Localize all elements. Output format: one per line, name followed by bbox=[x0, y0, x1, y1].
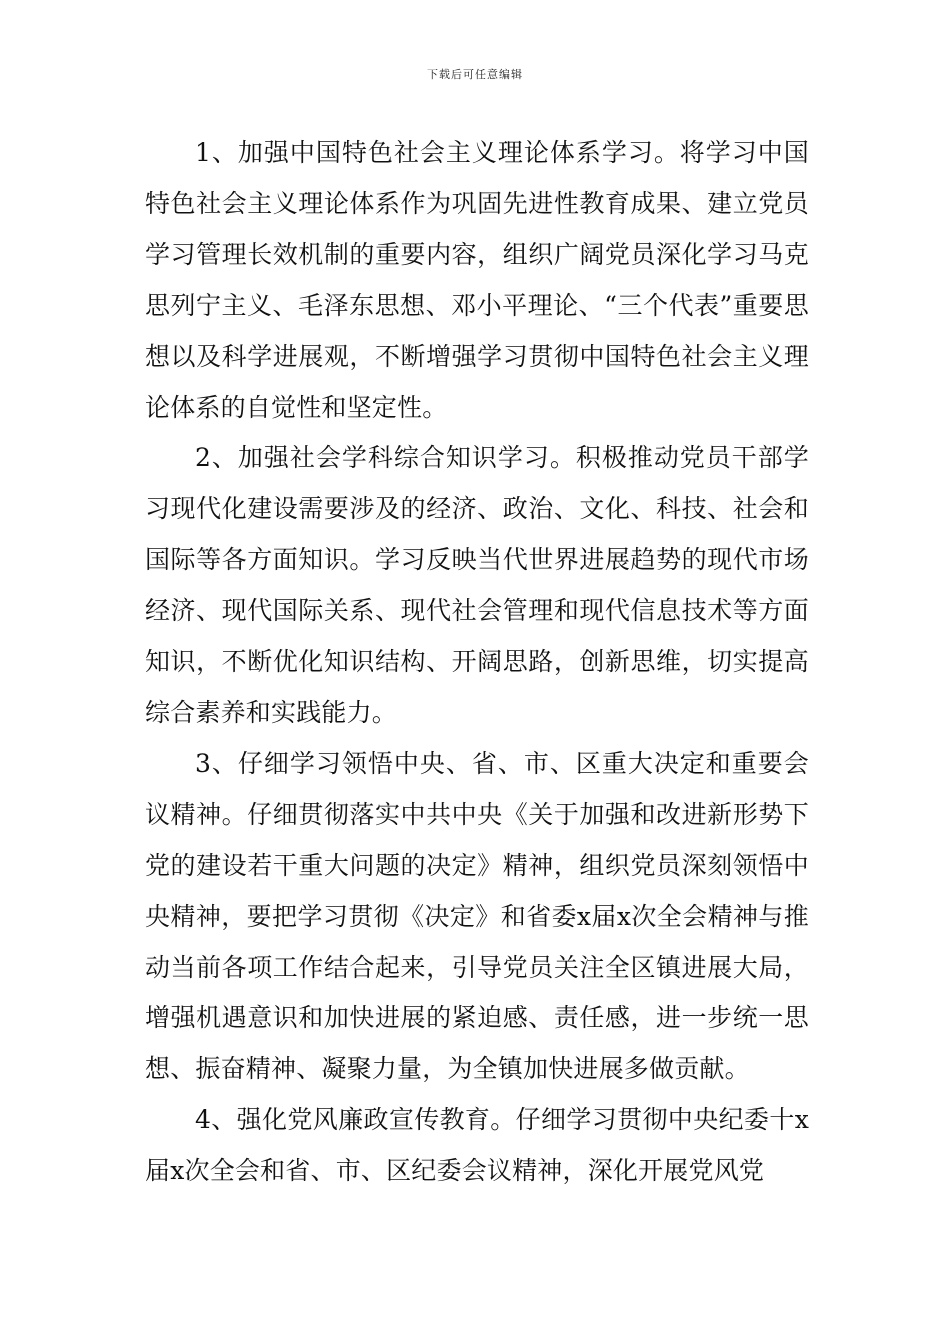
paragraph-1: 1、加强中国特色社会主义理论体系学习。将学习中国特色社会主义理论体系作为巩固先进性教育成果、建立党员学习管理长效机制的重要内容，组织广阔党员深化学习马克思列宁主义、毛泽东思想、邓小平理论、“三个代表”重要思想以及科学进展观，不断增强学习贯彻中国特色社会主义理论体系的自觉性和坚定性。 bbox=[145, 138, 809, 422]
paragraph-2: 2、加强社会学科综合知识学习。积极推动党员干部学习现代化建设需要涉及的经济、政治、文化、科技、社会和国际等各方面知识。学习反映当代世界进展趋势的现代市场经济、现代国际关系、现代社会管理和现代信息技术等方面知识，不断优化知识结构、开阔思路，创新思维，切实提高综合素养和实践能力。 bbox=[145, 443, 809, 727]
paragraph-3: 3、仔细学习领悟中央、省、市、区重大决定和重要会议精神。仔细贯彻落实中共中央《关于加强和改进新形势下党的建设若干重大问题的决定》精神，组织党员深刻领悟中央精神，要把学习贯彻《决定》和省委x届x次全会精神与推动当前各项工作结合起来，引导党员关注全区镇进展大局，增强机遇意识和加快进展的紧迫感、责任感，进一步统一思想、振奋精神、凝聚力量，为全镇加快进展多做贡献。 bbox=[145, 748, 809, 1084]
document-body bbox=[145, 128, 809, 1197]
page-header: 下载后可任意编辑 bbox=[427, 68, 523, 81]
paragraph-4: 4、强化党风廉政宣传教育。仔细学习贯彻中央纪委十x届x次全会和省、市、区纪委会议精神，深化开展党风党 bbox=[145, 1105, 809, 1186]
